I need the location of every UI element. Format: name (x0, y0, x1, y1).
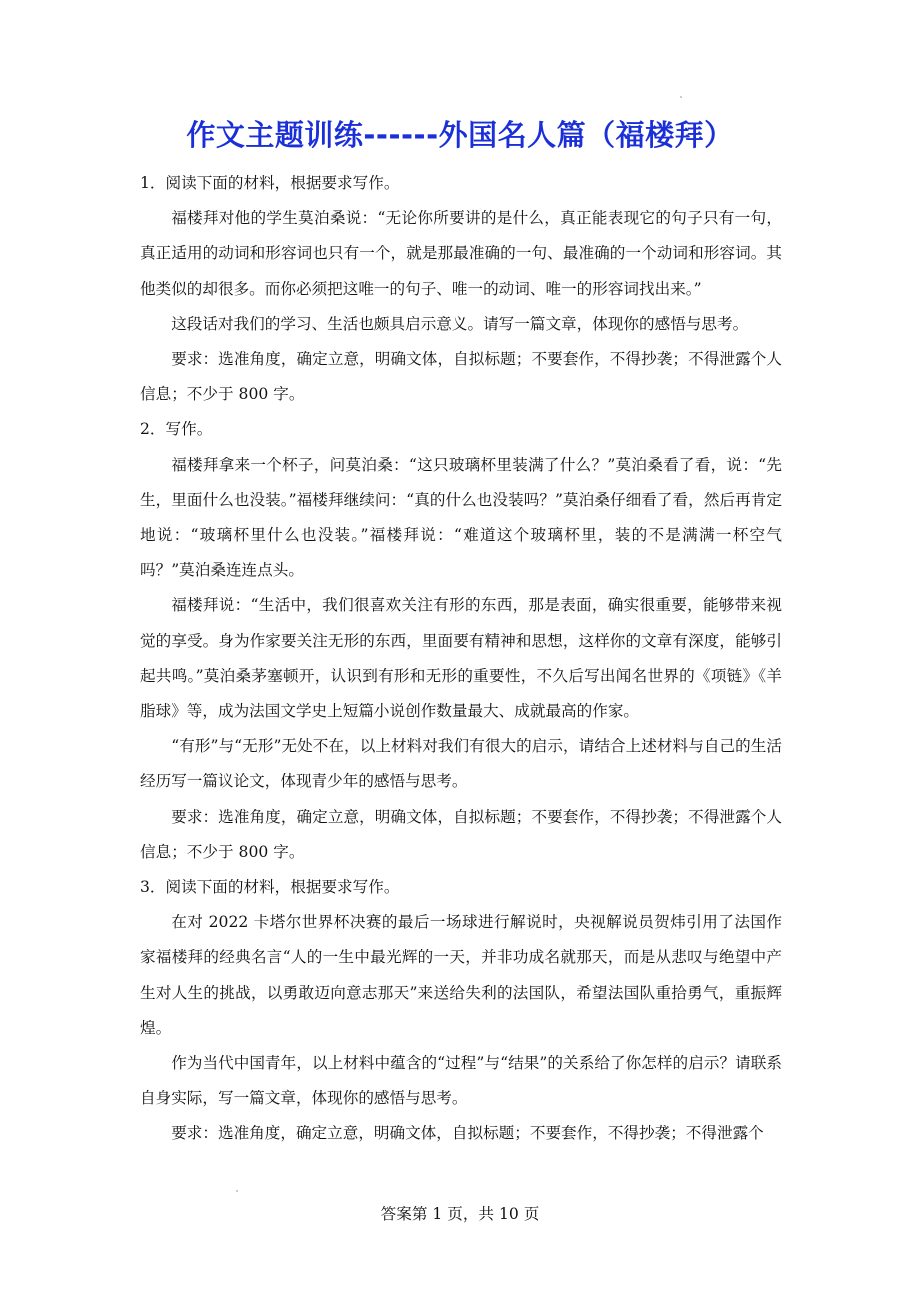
question-1 (140, 166, 782, 412)
page-footer: 答案第 1 页，共 10 页 (380, 1205, 540, 1223)
question-3 (140, 870, 782, 1152)
material-paragraph: 福楼拜拿来一个杯子，问莫泊桑：“这只玻璃杯里装满了什么？”莫泊桑看了看，说：“先生，里面什么也没装。”福楼拜继续问：“真的什么也没装吗？”莫泊桑仔细看了看，然后再肯定地说：“玻璃杯里什么也没装。”福楼拜说：“难道这个玻璃杯里，装的不是满满一杯空气吗？”莫泊桑连连点头。 (140, 455, 782, 580)
question-heading: 3．阅读下面的材料，根据要求写作。 (140, 878, 400, 897)
question-2 (140, 412, 782, 870)
scan-dot (236, 1190, 238, 1192)
question-heading: 1．阅读下面的材料，根据要求写作。 (140, 174, 400, 192)
document-body (140, 166, 782, 1152)
material-paragraph: 福楼拜对他的学生莫泊桑说：“无论你所要讲的是什么，真正能表现它的句子只有一句，真正适用的动词和形容词也只有一个，就是那最准确的一句、最准确的一个动词和形容词。其他类似的却很多。而你必须把这唯一的句子、唯一的动词、唯一的形容词找出来。” (140, 209, 782, 298)
requirements-paragraph: 要求：选准角度，确定立意，明确文体，自拟标题；不要套作，不得抄袭；不得泄露个人信息；不少于 800 字。 (140, 350, 782, 404)
prompt-paragraph: 这段话对我们的学习、生活也颇具启示意义。请写一篇文章，体现你的感悟与思考。 (171, 314, 749, 333)
question-heading: 2．写作。 (140, 420, 213, 439)
scan-dot (680, 96, 682, 98)
document-title: 作文主题训练------外国名人篇（福楼拜） (186, 118, 734, 152)
material-paragraph: 福楼拜说：“生活中，我们很喜欢关注有形的东西，那是表面，确实很重要，能够带来视觉的享受。身为作家要关注无形的东西，里面要有精神和思想，这样你的文章有深度，能够引起共鸣。”莫泊桑茅塞顿开，认识到有形和无形的重要性，不久后写出闻名世界的《项链》《羊脂球》等，成为法国文学史上短篇小说创作数量最大、成就最高的作家。 (140, 596, 782, 721)
prompt-paragraph: “有形”与“无形”无处不在，以上材料对我们有很大的启示，请结合上述材料与自己的生活经历写一篇议论文，体现青少年的感悟与思考。 (140, 737, 782, 791)
requirements-paragraph: 要求：选准角度，确定立意，明确文体，自拟标题；不要套作，不得抄袭；不得泄露个人信息；不少于 800 字。 (140, 807, 782, 861)
prompt-paragraph: 作为当代中国青年，以上材料中蕴含的“过程”与“结果”的关系给了你怎样的启示？请联系自身实际，写一篇文章，体现你的感悟与思考。 (140, 1054, 782, 1108)
requirements-paragraph: 要求：选准角度，确定立意，明确文体，自拟标题；不要套作，不得抄袭；不得泄露个 (171, 1124, 764, 1143)
material-paragraph: 在对 2022 卡塔尔世界杯决赛的最后一场球进行解说时，央视解说员贺炜引用了法国作家福楼拜的经典名言“人的一生中最光辉的一天，并非功成名就那天，而是从悲叹与绝望中产生对人生的挑战，以勇敢迈向意志那天”来送给失利的法国队，希望法国队重拾勇气，重振辉煌。 (140, 913, 782, 1037)
